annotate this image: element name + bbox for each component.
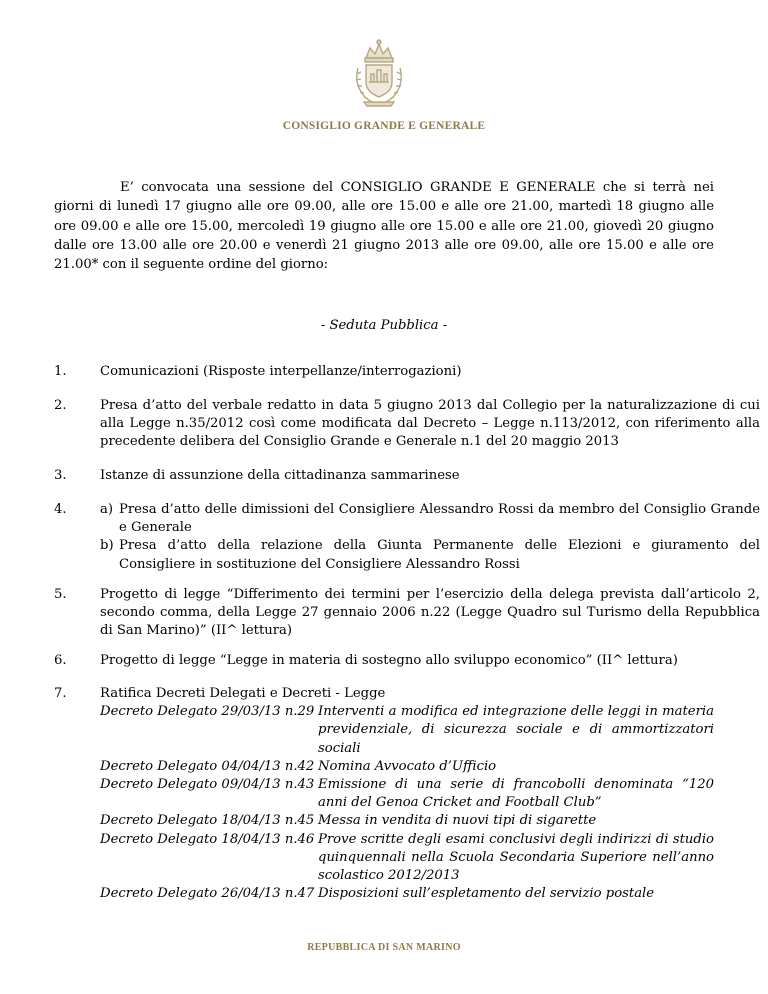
decree-row <box>100 812 760 830</box>
footer-text: REPUBBLICA DI SAN MARINO <box>307 942 461 953</box>
agenda-item <box>54 397 760 452</box>
decree-title: Nomina Avvocato d’Ufficio <box>318 758 497 774</box>
subitem-text: Presa d’atto delle dimissioni del Consigliere Alessandro Rossi da membro del Consiglio Grande e Generale <box>119 502 760 536</box>
agenda-item-number: 4. <box>54 502 67 517</box>
decree-row <box>100 703 760 758</box>
agenda-item-text: Presa d’atto del verbale redatto in data 5 giugno 2013 dal Collegio per la naturalizzazione di cui alla Legge n.35/2012 così come modificata dal Decreto – Legge n.113/2012, con riferimento alla precedente delibera del Consiglio Grande e Generale n.1 del 20 maggio 2013 <box>100 398 760 450</box>
session-label: - Seduta Pubblica - <box>320 318 448 333</box>
subitem-text: Presa d’atto della relazione della Giunta Permanente delle Elezioni e giuramento del Consigliere in sostituzione del Consigliere Alessandro Rossi <box>119 538 760 572</box>
agenda-item-number: 3. <box>54 468 67 483</box>
decree-title: Interventi a modifica ed integrazione delle leggi in materia previdenziale, di sicurezza sociale e di ammortizzatori sociali <box>318 704 714 756</box>
intro-paragraph <box>54 178 714 274</box>
decree-row <box>100 885 760 903</box>
decree-name: Decreto Delegato 18/04/13 n.46 <box>100 831 315 847</box>
header-title: CONSIGLIO GRANDE E GENERALE <box>282 120 486 132</box>
agenda-item-number: 5. <box>54 587 67 602</box>
agenda-subitem <box>100 537 760 573</box>
agenda-subitem <box>100 501 760 537</box>
intro-text: E’ convocata una sessione del CONSIGLIO GRANDE E GENERALE che si terrà nei giorni di lunedì 17 giugno alle ore 09.00, alle ore 15.00 e alle ore 21.00, martedì 18 giugno alle ore 09.00 e alle ore 15.00, mercoledì 19 giugno alle ore 15.00 e alle ore 21.00, giovedì 20 giugno dalle ore 13.00 alle ore 20.00 e venerdì 21 giugno 2013 alle ore 09.00, alle ore 15.00 e alle ore 21.00* con il seguente ordine del giorno: <box>54 180 714 273</box>
agenda-item <box>54 501 760 574</box>
agenda-item-text: Istanze di assunzione della cittadinanza sammarinese <box>100 468 460 483</box>
agenda-item-number: 1. <box>54 364 67 379</box>
agenda-item <box>54 467 760 485</box>
agenda-item-text: Comunicazioni (Risposte interpellanze/interrogazioni) <box>100 364 462 379</box>
decree-row <box>100 831 760 886</box>
decree-name: Decreto Delegato 26/04/13 n.47 <box>100 886 315 902</box>
agenda-item <box>54 652 760 670</box>
agenda-item-number: 7. <box>54 686 67 701</box>
agenda-item-text: Progetto di legge “Differimento dei termini per l’esercizio della delega prevista dall’articolo 2, secondo comma, della Legge 27 gennaio 2006 n.22 (Legge Quadro sul Turismo della Repubblica di San Marino)” (II^ lettura) <box>100 587 760 639</box>
agenda-item-number: 2. <box>54 398 67 413</box>
agenda-item-text: Ratifica Decreti Delegati e Decreti - Legge <box>100 686 386 701</box>
decree-name: Decreto Delegato 29/03/13 n.29 <box>100 704 315 720</box>
agenda-item-number: 6. <box>54 653 67 668</box>
agenda-item <box>54 586 760 641</box>
decree-name: Decreto Delegato 04/04/13 n.42 <box>100 758 315 774</box>
subitem-letter: a) <box>100 502 114 517</box>
decree-name: Decreto Delegato 09/04/13 n.43 <box>100 777 315 793</box>
decree-name: Decreto Delegato 18/04/13 n.45 <box>100 813 315 829</box>
decree-title: Prove scritte degli esami conclusivi degli indirizzi di studio quinquennali nella Scuola Secondaria Superiore nell’anno scolastico 2012/2013 <box>318 831 714 884</box>
decree-title: Emissione di una serie di francobolli denominata “120 anni del Genoa Cricket and Football Club” <box>318 777 714 811</box>
decree-title: Disposizioni sull’espletamento del servizio postale <box>318 886 655 902</box>
decree-row <box>100 776 760 812</box>
agenda-item <box>54 363 760 381</box>
agenda-item <box>54 685 760 903</box>
coat-of-arms-icon <box>348 38 410 110</box>
decree-row <box>100 758 760 776</box>
subitem-letter: b) <box>100 538 114 554</box>
agenda-item-text: Progetto di legge “Legge in materia di sostegno allo sviluppo economico” (II^ lettura) <box>100 653 678 668</box>
decree-list <box>100 703 760 903</box>
decree-title: Messa in vendita di nuovi tipi di sigarette <box>318 813 597 829</box>
